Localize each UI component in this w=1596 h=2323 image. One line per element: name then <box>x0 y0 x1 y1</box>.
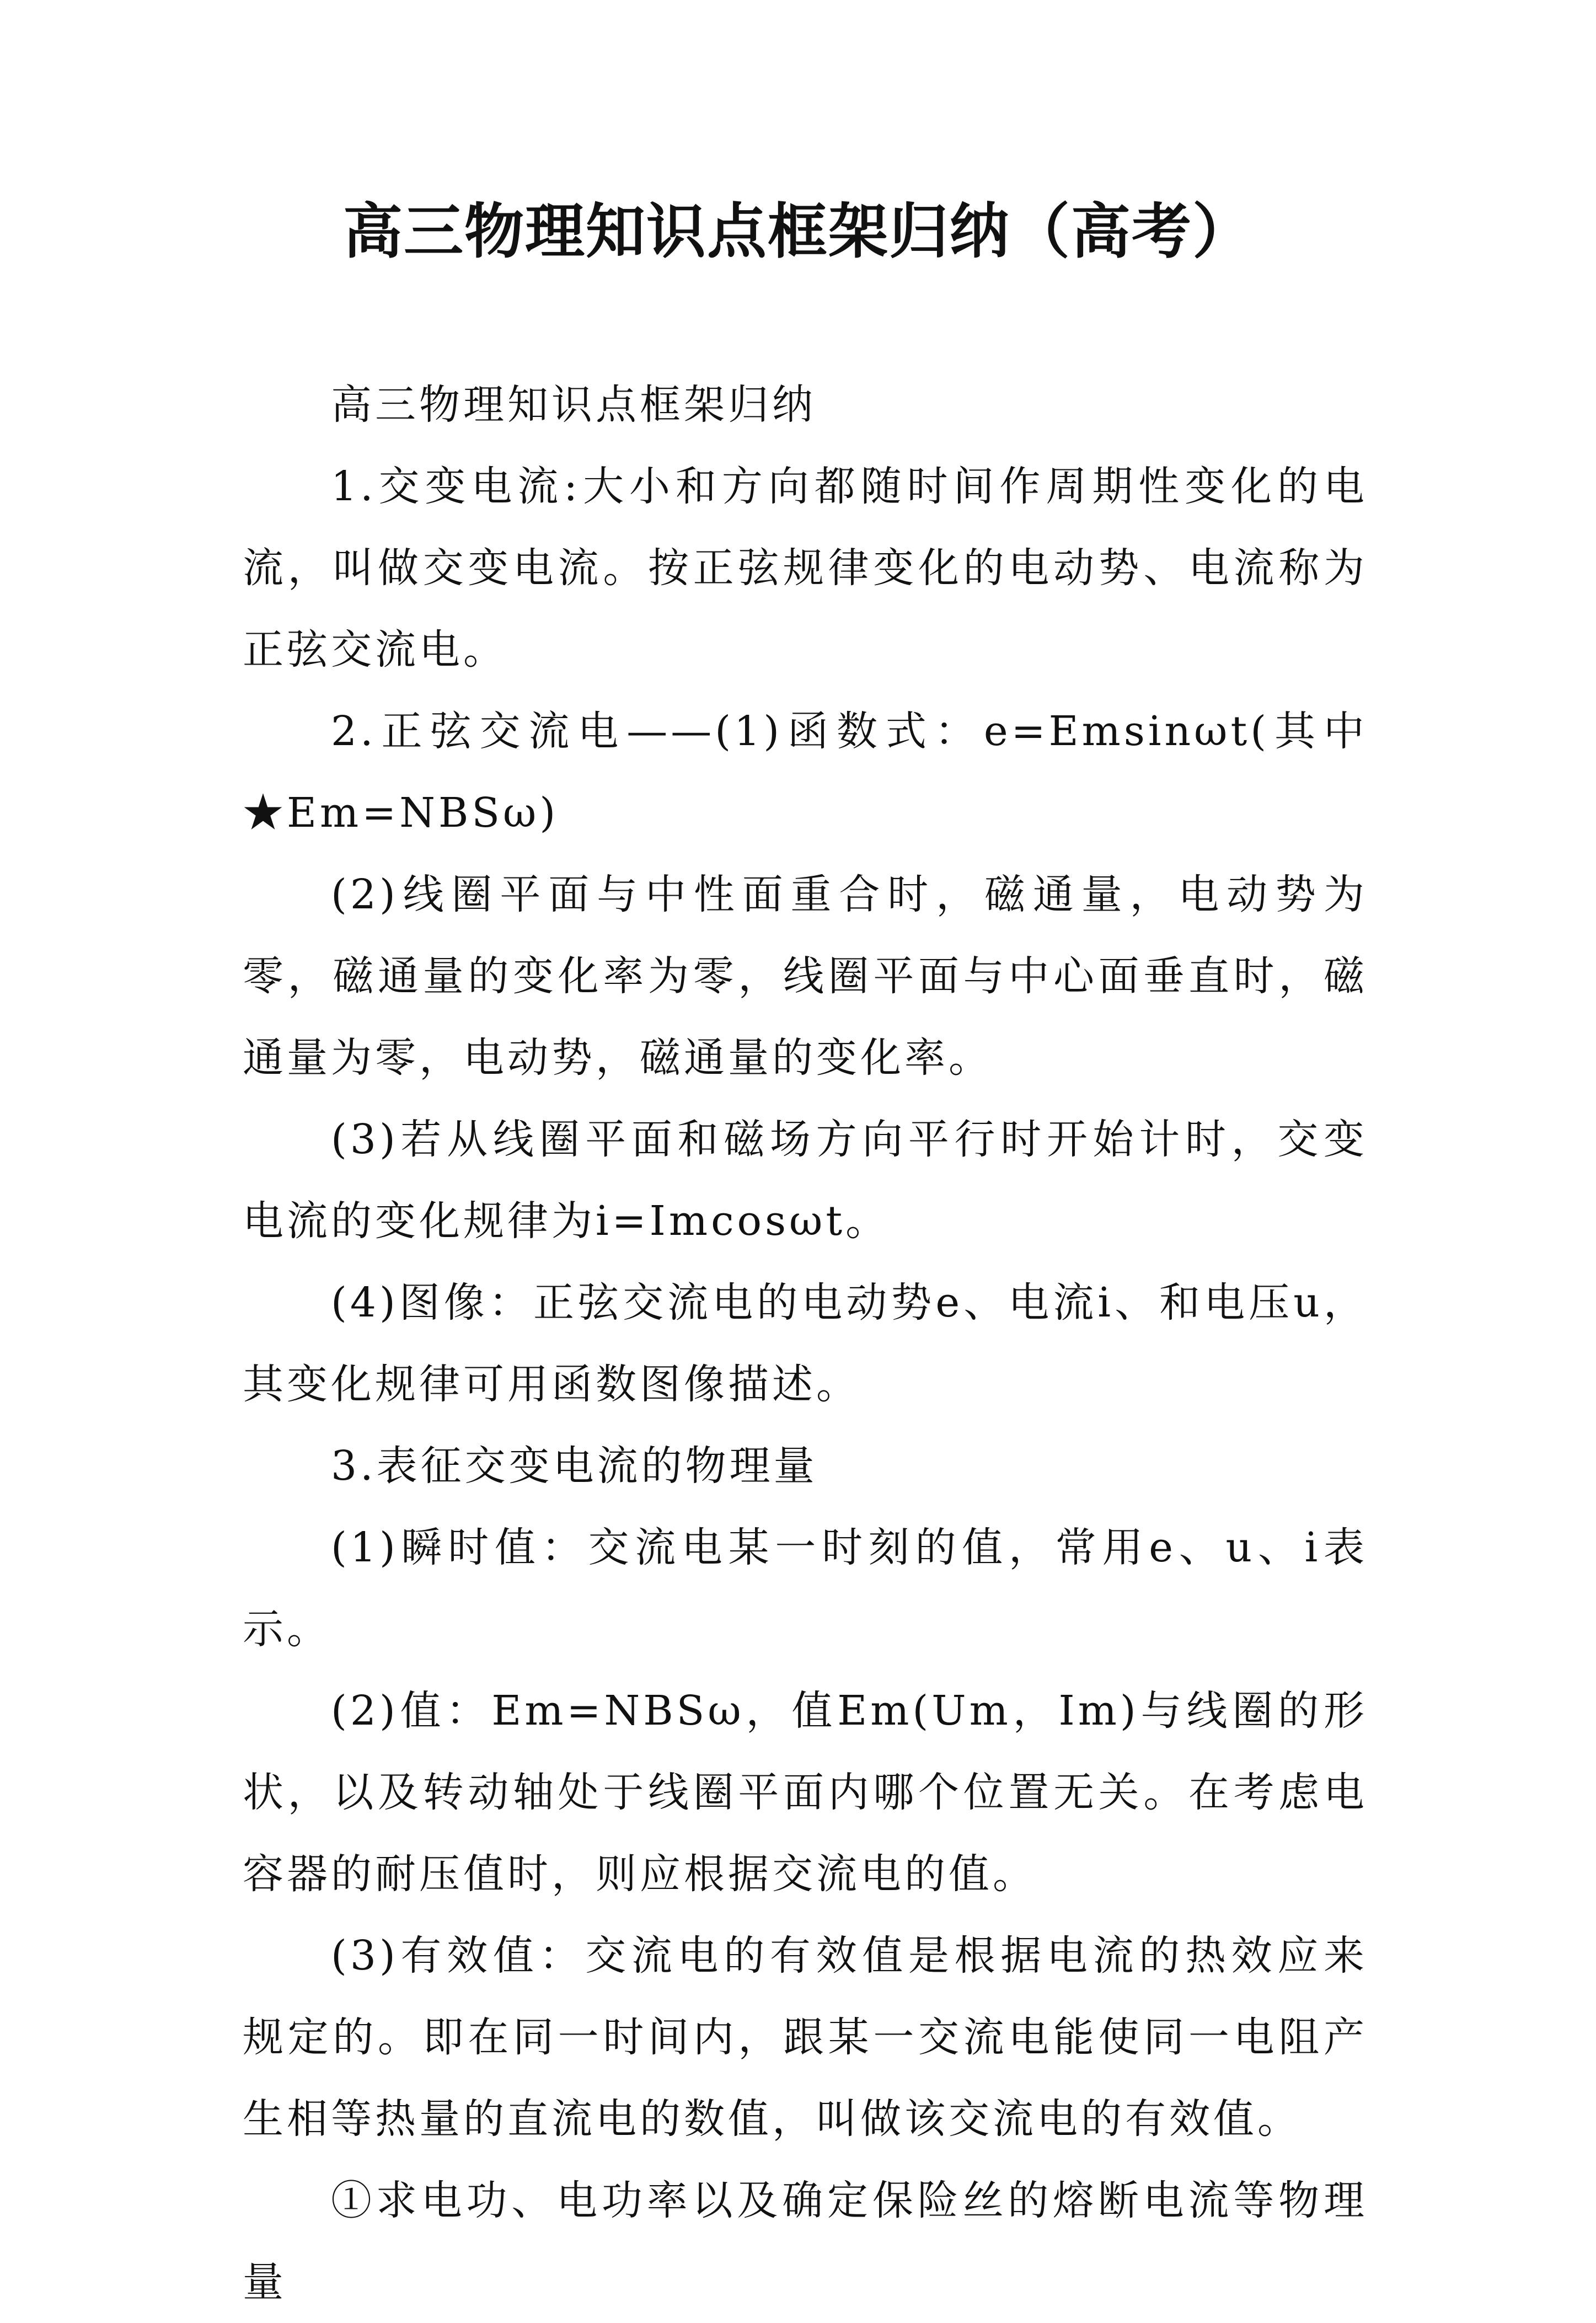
paragraph-2-4-graph: (4)图像：正弦交流电的电动势e、电流i、和电压u，其变化规律可用函数图像描述。 <box>243 1279 1368 1408</box>
paragraph-2-sinusoidal-ac: 2.正弦交流电——(1)函数式：e=Emsinωt(其中★Em=NBSω) <box>243 708 1368 837</box>
paragraph-2-2-neutral-plane: (2)线圈平面与中性面重合时，磁通量，电动势为零，磁通量的变化率为零，线圈平面与中心面垂直时，磁通量为零，电动势，磁通量的变化率。 <box>243 871 1368 1082</box>
document-title: 高三物理知识点框架归纳（高考） <box>342 197 1253 266</box>
paragraph-subtitle: 高三物理知识点框架归纳 <box>331 381 816 429</box>
paragraph-3-2-peak: (2)值：Em=NBSω，值Em(Um，Im)与线圈的形状，以及转动轴处于线圈平面内哪个位置无关。在考虑电容器的耐压值时，则应根据交流电的值。 <box>243 1687 1368 1898</box>
paragraph-3-heading: 3.表征交变电流的物理量 <box>331 1442 818 1490</box>
paragraph-1-alternating-current: 1.交变电流:大小和方向都随时间作周期性变化的电流，叫做交变电流。按正弦规律变化的电动势、电流称为正弦交流电。 <box>243 463 1368 673</box>
paragraph-2-3-cosine-law: (3)若从线圈平面和磁场方向平行时开始计时，交变电流的变化规律为i=Imcosωt。 <box>243 1116 1368 1245</box>
paragraph-3-3-effective: (3)有效值：交流电的有效值是根据电流的热效应来规定的。即在同一时间内，跟某一交流电能使同一电阻产生相等热量的直流电的数值，叫做该交流电的有效值。 <box>243 1932 1368 2143</box>
paragraph-3-1-instantaneous: (1)瞬时值：交流电某一时刻的值，常用e、u、i表示。 <box>243 1524 1368 1653</box>
paragraph-3-3-item-1: ①求电功、电功率以及确定保险丝的熔断电流等物理量 <box>243 2177 1368 2306</box>
document-body <box>243 364 1368 2323</box>
